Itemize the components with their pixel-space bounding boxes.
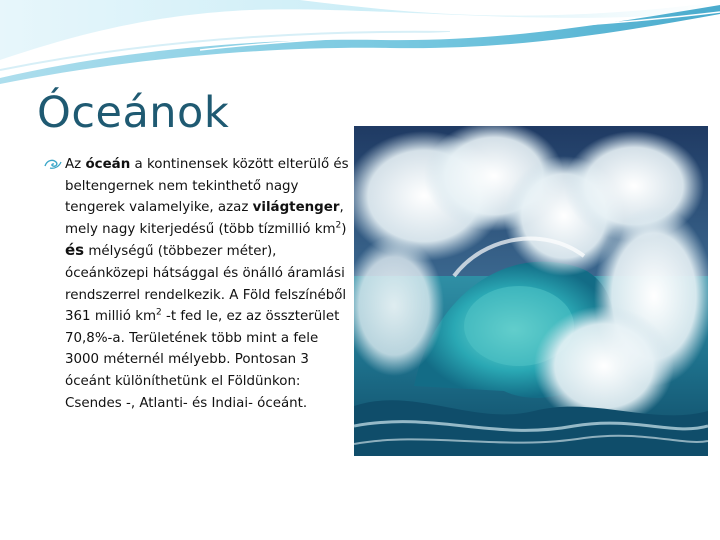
bullet-paragraph xyxy=(65,154,355,414)
header-swoosh-decoration xyxy=(0,0,720,95)
emphasis-word: és xyxy=(65,241,85,260)
swirl-bullet-icon xyxy=(44,158,62,170)
ocean-wave-photo xyxy=(354,126,708,456)
text-run: , mely nagy kiterjedésű (több tízmillió km xyxy=(65,200,344,237)
text-run: -t fed le, ez az összterület 70,8%-a. Területének több mint a fele 3000 méternél mélyebb. Pontosan 3 óceánt különíthetünk el Földünkon: Csendes -, Atlanti- és Indiai- óceánt. xyxy=(65,309,340,411)
text-run: mélységű (többezer méter), óceánközepi hátsággal és önálló áramlási rendszerrel rendelkezik. A Föld felszínéből 361 millió km xyxy=(65,244,347,325)
slide-title: Óceánok xyxy=(37,88,230,138)
term-world-sea: világtenger xyxy=(252,200,340,216)
term-ocean: óceán xyxy=(85,157,131,172)
text-run: ) xyxy=(341,221,347,237)
text-run: a kontinensek között elterülő és beltengernek nem tekinthető nagy tengerek valamelyike, azaz xyxy=(65,157,349,216)
text-run: Az xyxy=(65,157,86,172)
superscript: 2 xyxy=(335,220,342,231)
superscript: 2 xyxy=(156,307,162,318)
